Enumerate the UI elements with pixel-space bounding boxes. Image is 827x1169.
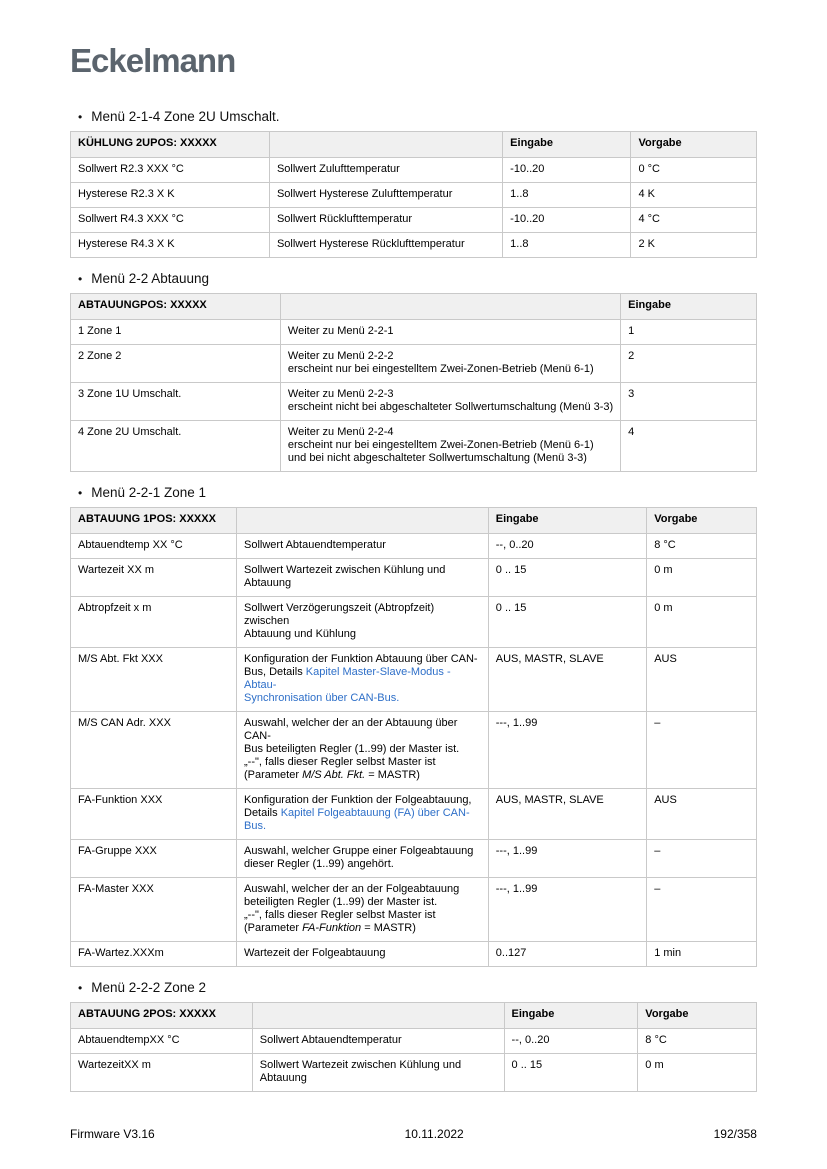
- table-cell: [237, 559, 489, 597]
- cell-text: beteiligten Regler (1..99) der Master ist.: [244, 896, 438, 908]
- chapter-link[interactable]: Kapitel Folgeabtauung (FA) über CAN-: [280, 807, 470, 819]
- doc-section: [70, 485, 757, 967]
- cell-text: Konfiguration der Funktion Abtauung über CAN-: [244, 653, 478, 665]
- cell-text: Wartezeit XX m: [78, 564, 154, 576]
- table-row: [71, 345, 757, 383]
- section-heading-text: Menü 2-2-1 Zone 1: [91, 485, 207, 500]
- cell-text: Sollwert Abtauendtemperatur: [244, 539, 386, 551]
- table-cell: [237, 942, 489, 967]
- table-cell: [71, 1029, 253, 1054]
- table-row: [71, 597, 757, 648]
- table-cell: [280, 345, 620, 383]
- chapter-link[interactable]: Kapitel Master-Slave-Modus - Abtau-: [244, 666, 451, 691]
- cell-text: M/S CAN Adr. XXX: [78, 717, 171, 729]
- footer-firmware-version: Firmware V3.16: [70, 1127, 155, 1141]
- table-header-cell: [280, 294, 620, 320]
- table-cell: [71, 421, 281, 472]
- cell-text: 1..8: [510, 188, 529, 200]
- table-cell: [71, 597, 237, 648]
- table-cell: [71, 942, 237, 967]
- table-header-cell: KÜHLUNG 2UPOS: XXXXX: [71, 132, 270, 158]
- cell-text: Sollwert Abtauendtemperatur: [259, 1034, 402, 1046]
- table-cell: [71, 345, 281, 383]
- table-header-cell: [252, 1003, 504, 1029]
- table-row: [71, 233, 757, 258]
- cell-text: ---, 1..99: [495, 717, 538, 729]
- cell-text: Sollwert Zulufttemperatur: [276, 163, 400, 175]
- cell-text: –: [654, 845, 661, 857]
- chapter-link[interactable]: Bus.: [244, 820, 267, 832]
- cell-text: AUS, MASTR, SLAVE: [495, 653, 604, 665]
- table-cell: [280, 320, 620, 345]
- table-header-cell: Vorgabe: [647, 508, 757, 534]
- table-cell: [71, 158, 270, 183]
- table-row: [71, 648, 757, 712]
- table-cell: [488, 942, 646, 967]
- table-cell: [71, 840, 237, 878]
- table-cell: [631, 183, 757, 208]
- table-cell: [503, 233, 631, 258]
- cell-text: Abtauung und Kühlung: [244, 628, 356, 640]
- cell-text: 0 .. 15: [495, 564, 527, 576]
- cell-text: Abtauung: [259, 1072, 307, 1084]
- bullet-icon: •: [78, 486, 83, 500]
- cell-text: 3: [628, 388, 635, 400]
- table-cell: [71, 878, 237, 942]
- table-cell: [647, 840, 757, 878]
- table-header-cell: Eingabe: [621, 294, 757, 320]
- table-cell: [647, 942, 757, 967]
- cell-text: Abtropfzeit x m: [78, 602, 152, 614]
- table-cell: [647, 648, 757, 712]
- cell-text: Auswahl, welcher der an der Abtauung über CAN-: [244, 717, 458, 742]
- cell-text: FA-Funktion XXX: [78, 794, 163, 806]
- table-cell: [71, 712, 237, 789]
- doc-section: [70, 980, 757, 1092]
- cell-text: Details: [244, 807, 281, 819]
- table-cell: [621, 345, 757, 383]
- bullet-icon: •: [78, 272, 83, 286]
- cell-text: 2 K: [638, 238, 655, 250]
- cell-text: 0 m: [654, 602, 673, 614]
- cell-text: Sollwert Wartezeit zwischen Kühlung und: [244, 564, 446, 576]
- footer-page-number: 192/358: [713, 1127, 757, 1141]
- cell-text: 4: [628, 426, 635, 438]
- cell-text: AUS, MASTR, SLAVE: [495, 794, 604, 806]
- table-cell: [71, 1054, 253, 1092]
- table-cell: [488, 597, 646, 648]
- table-row: [71, 878, 757, 942]
- cell-text: Abtauung: [244, 577, 292, 589]
- cell-text: 3 Zone 1U Umschalt.: [78, 388, 182, 400]
- parameter-name-italic: M/S Abt. Fkt.: [302, 769, 366, 781]
- table-header-cell: Eingabe: [503, 132, 631, 158]
- table-cell: [647, 559, 757, 597]
- cell-text: 8 °C: [654, 539, 676, 551]
- cell-text: 0 .. 15: [495, 602, 527, 614]
- cell-text: 1 Zone 1: [78, 325, 122, 337]
- table-cell: [504, 1054, 638, 1092]
- table-cell: [631, 208, 757, 233]
- cell-text: Konfiguration der Funktion der Folgeabtauung,: [244, 794, 472, 806]
- table-header-cell: [237, 508, 489, 534]
- table-row: [71, 840, 757, 878]
- cell-text: 1..8: [510, 238, 529, 250]
- table-row: [71, 421, 757, 472]
- cell-text: ---, 1..99: [495, 883, 538, 895]
- cell-text: Sollwert Verzögerungszeit (Abtropfzeit) zwischen: [244, 602, 435, 627]
- cell-text: –: [654, 883, 661, 895]
- table-cell: [638, 1029, 757, 1054]
- table-cell: [269, 233, 502, 258]
- table-cell: [503, 183, 631, 208]
- cell-text: --, 0..20: [511, 1034, 550, 1046]
- table-row: [71, 1029, 757, 1054]
- cell-text: Auswahl, welcher Gruppe einer Folgeabtauung: [244, 845, 474, 857]
- table-cell: [280, 383, 620, 421]
- table-row: [71, 789, 757, 840]
- cell-text: erscheint nur bei eingestelltem Zwei-Zonen-Betrieb (Menü 6-1): [287, 363, 594, 375]
- table-cell: [269, 208, 502, 233]
- table-cell: [237, 648, 489, 712]
- table-header-cell: [269, 132, 502, 158]
- page-footer: [70, 1127, 757, 1141]
- table-cell: [252, 1029, 504, 1054]
- table-cell: [488, 840, 646, 878]
- table-row: [71, 1054, 757, 1092]
- doc-section: [70, 109, 757, 258]
- cell-text: dieser Regler (1..99) angehört.: [244, 858, 394, 870]
- bullet-icon: •: [78, 981, 83, 995]
- cell-text: Weiter zu Menü 2-2-3: [287, 388, 394, 400]
- table-row: [71, 208, 757, 233]
- cell-text: –: [654, 717, 661, 729]
- cell-text: = MASTR): [365, 769, 420, 781]
- table-header-row: [71, 508, 757, 534]
- cell-text: Sollwert R2.3 XXX °C: [78, 163, 184, 175]
- table-cell: [269, 158, 502, 183]
- table-cell: [647, 597, 757, 648]
- cell-text: und bei nicht abgeschalteter Sollwertumschaltung (Menü 3-3): [287, 452, 587, 464]
- table-row: [71, 158, 757, 183]
- cell-text: Wartezeit der Folgeabtauung: [244, 947, 386, 959]
- section-heading: [78, 109, 757, 124]
- table-cell: [71, 320, 281, 345]
- table-cell: [237, 789, 489, 840]
- cell-text: erscheint nur bei eingestelltem Zwei-Zonen-Betrieb (Menü 6-1): [287, 439, 594, 451]
- cell-text: AbtauendtempXX °C: [78, 1034, 180, 1046]
- table-cell: [488, 878, 646, 942]
- table-cell: [71, 208, 270, 233]
- table-cell: [71, 648, 237, 712]
- cell-text: ---, 1..99: [495, 845, 538, 857]
- table-cell: [269, 183, 502, 208]
- table-cell: [252, 1054, 504, 1092]
- bullet-icon: •: [78, 110, 83, 124]
- cell-text: 4 K: [638, 188, 655, 200]
- cell-text: 0 m: [645, 1059, 664, 1071]
- table-cell: [503, 158, 631, 183]
- table-row: [71, 559, 757, 597]
- cell-text: Auswahl, welcher der an der Folgeabtauung: [244, 883, 460, 895]
- cell-text: AUS: [654, 653, 677, 665]
- sections-container: [70, 109, 757, 1092]
- table-header-cell: ABTAUUNG 2POS: XXXXX: [71, 1003, 253, 1029]
- parameter-table: [70, 131, 757, 258]
- cell-text: Sollwert Hysterese Rücklufttemperatur: [276, 238, 465, 250]
- table-header-cell: Eingabe: [488, 508, 646, 534]
- cell-text: Sollwert Hysterese Zulufttemperatur: [276, 188, 453, 200]
- table-header-cell: Vorgabe: [631, 132, 757, 158]
- cell-text: 4 Zone 2U Umschalt.: [78, 426, 182, 438]
- table-cell: [237, 712, 489, 789]
- section-heading-text: Menü 2-2-2 Zone 2: [91, 980, 207, 995]
- table-cell: [280, 421, 620, 472]
- table-header-cell: Vorgabe: [638, 1003, 757, 1029]
- cell-text: (Parameter: [244, 922, 303, 934]
- cell-text: Hysterese R2.3 X K: [78, 188, 175, 200]
- cell-text: Weiter zu Menü 2-2-1: [287, 325, 394, 337]
- table-cell: [237, 534, 489, 559]
- table-cell: [631, 158, 757, 183]
- cell-text: Weiter zu Menü 2-2-2: [287, 350, 394, 362]
- table-cell: [488, 648, 646, 712]
- cell-text: Sollwert R4.3 XXX °C: [78, 213, 184, 225]
- cell-text: 1 min: [654, 947, 682, 959]
- cell-text: „--", falls dieser Regler selbst Master ist: [244, 909, 436, 921]
- cell-text: = MASTR): [361, 922, 416, 934]
- table-cell: [71, 383, 281, 421]
- table-row: [71, 942, 757, 967]
- table-header-row: [71, 294, 757, 320]
- cell-text: 4 °C: [638, 213, 660, 225]
- table-row: [71, 712, 757, 789]
- eckelmann-logo: Eckelmann: [70, 42, 236, 79]
- cell-text: 0 .. 15: [511, 1059, 543, 1071]
- cell-text: 2: [628, 350, 635, 362]
- cell-text: 8 °C: [645, 1034, 667, 1046]
- table-cell: [237, 597, 489, 648]
- table-cell: [504, 1029, 638, 1054]
- table-cell: [237, 840, 489, 878]
- table-header-row: [71, 1003, 757, 1029]
- table-header-cell: ABTAUUNGPOS: XXXXX: [71, 294, 281, 320]
- cell-text: 1: [628, 325, 635, 337]
- table-cell: [71, 183, 270, 208]
- table-cell: [621, 320, 757, 345]
- table-cell: [71, 559, 237, 597]
- parameter-name-italic: FA-Funktion: [302, 922, 362, 934]
- cell-text: „--", falls dieser Regler selbst Master ist: [244, 756, 436, 768]
- cell-text: -10..20: [510, 213, 545, 225]
- table-cell: [647, 878, 757, 942]
- section-heading: [78, 485, 757, 500]
- table-cell: [647, 789, 757, 840]
- table-cell: [488, 559, 646, 597]
- table-row: [71, 320, 757, 345]
- cell-text: AUS: [654, 794, 677, 806]
- section-heading-text: Menü 2-2 Abtauung: [91, 271, 210, 286]
- cell-text: FA-Gruppe XXX: [78, 845, 157, 857]
- footer-date: 10.11.2022: [404, 1127, 464, 1141]
- cell-text: Sollwert Rücklufttemperatur: [276, 213, 413, 225]
- table-cell: [488, 712, 646, 789]
- table-row: [71, 383, 757, 421]
- cell-text: 0..127: [495, 947, 527, 959]
- table-cell: [503, 208, 631, 233]
- chapter-link[interactable]: Synchronisation über CAN-Bus.: [244, 692, 400, 704]
- table-header-cell: ABTAUUNG 1POS: XXXXX: [71, 508, 237, 534]
- parameter-table: [70, 293, 757, 472]
- table-row: [71, 534, 757, 559]
- cell-text: (Parameter: [244, 769, 303, 781]
- cell-text: Weiter zu Menü 2-2-4: [287, 426, 394, 438]
- table-cell: [621, 383, 757, 421]
- cell-text: Hysterese R4.3 X K: [78, 238, 175, 250]
- table-cell: [621, 421, 757, 472]
- table-cell: [638, 1054, 757, 1092]
- table-cell: [647, 534, 757, 559]
- cell-text: FA-Wartez.XXXm: [78, 947, 164, 959]
- parameter-table: [70, 507, 757, 967]
- section-heading-text: Menü 2-1-4 Zone 2U Umschalt.: [91, 109, 280, 124]
- cell-text: --, 0..20: [495, 539, 534, 551]
- table-cell: [488, 789, 646, 840]
- cell-text: 2 Zone 2: [78, 350, 122, 362]
- table-cell: [488, 534, 646, 559]
- section-heading: [78, 980, 757, 995]
- table-header-row: [71, 132, 757, 158]
- table-cell: [647, 712, 757, 789]
- cell-text: -10..20: [510, 163, 545, 175]
- table-cell: [71, 789, 237, 840]
- table-cell: [71, 233, 270, 258]
- cell-text: M/S Abt. Fkt XXX: [78, 653, 163, 665]
- cell-text: WartezeitXX m: [78, 1059, 151, 1071]
- table-header-cell: Eingabe: [504, 1003, 638, 1029]
- cell-text: 0 °C: [638, 163, 660, 175]
- cell-text: Sollwert Wartezeit zwischen Kühlung und: [259, 1059, 462, 1071]
- cell-text: Bus beteiligten Regler (1..99) der Master ist.: [244, 743, 460, 755]
- doc-section: [70, 271, 757, 472]
- parameter-table: [70, 1002, 757, 1092]
- cell-text: Abtauendtemp XX °C: [78, 539, 183, 551]
- cell-text: Bus, Details: [244, 666, 306, 678]
- table-cell: [631, 233, 757, 258]
- cell-text: 0 m: [654, 564, 673, 576]
- cell-text: erscheint nicht bei abgeschalteter Sollwertumschaltung (Menü 3-3): [287, 401, 614, 413]
- table-cell: [237, 878, 489, 942]
- table-cell: [71, 534, 237, 559]
- section-heading: [78, 271, 757, 286]
- table-row: [71, 183, 757, 208]
- cell-text: FA-Master XXX: [78, 883, 154, 895]
